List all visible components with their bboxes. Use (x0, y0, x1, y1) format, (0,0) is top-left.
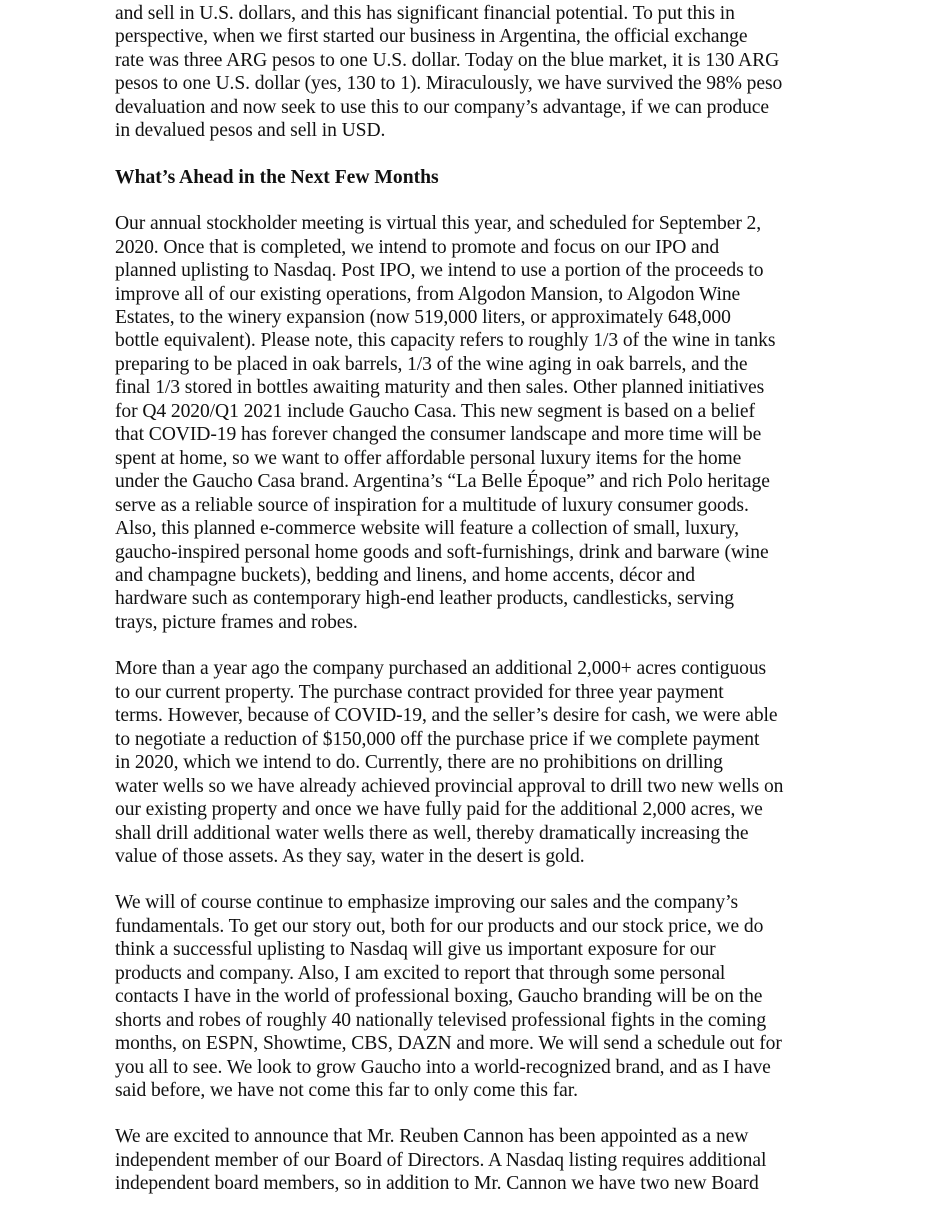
text-line: for Q4 2020/Q1 2021 include Gaucho Casa. This new segment is based on a belief (115, 400, 755, 422)
paragraph-stockholder-meeting (115, 212, 835, 634)
text-line: under the Gaucho Casa brand. Argentina’s “La Belle Époque” and rich Polo heritage (115, 471, 770, 493)
text-line: perspective, when we first started our business in Argentina, the official exchange (115, 26, 748, 48)
text-line: water wells so we have already achieved provincial approval to drill two new wells on (115, 775, 784, 797)
text-line: and sell in U.S. dollars, and this has significant financial potential. To put this in (115, 3, 735, 24)
text-line: preparing to be placed in oak barrels, 1/3 of the wine aging in oak barrels, and the (115, 353, 748, 375)
text-line: shorts and robes of roughly 40 nationally televised professional fights in the coming (115, 1009, 767, 1031)
text-line: We will of course continue to emphasize improving our sales and the company’s (115, 892, 739, 914)
text-line: hardware such as contemporary high-end leather products, candlesticks, serving (115, 588, 734, 610)
text-line: independent member of our Board of Directors. A Nasdaq listing requires additional (115, 1149, 767, 1171)
text-line: and champagne buckets), bedding and linens, and home accents, décor and (115, 564, 695, 586)
text-line: you all to see. We look to grow Gaucho into a world-recognized brand, and as I have (115, 1056, 771, 1078)
text-line: that COVID-19 has forever changed the consumer landscape and more time will be (115, 424, 762, 446)
text-line: Also, this planned e-commerce website will feature a collection of small, luxury, (115, 518, 739, 540)
text-line: our existing property and once we have fully paid for the additional 2,000 acres, we (115, 799, 763, 821)
text-line: trays, picture frames and robes. (115, 611, 358, 633)
text-line: pesos to one U.S. dollar (yes, 130 to 1). Miraculously, we have survived the 98% peso (115, 73, 783, 95)
text-line: More than a year ago the company purchased an additional 2,000+ acres contiguous (115, 658, 767, 680)
text-line: independent board members, so in addition to Mr. Cannon we have two new Board (115, 1173, 759, 1195)
text-line: serve as a reliable source of inspiration for a multitude of luxury consumer goods. (115, 494, 749, 516)
text-line: 2020. Once that is completed, we intend to promote and focus on our IPO and (115, 236, 720, 258)
paragraph-peso-devaluation (115, 2, 835, 143)
text-line: months, on ESPN, Showtime, CBS, DAZN and more. We will send a schedule out for (115, 1033, 782, 1055)
paragraph-land-purchase (115, 657, 835, 868)
text-line: products and company. Also, I am excited to report that through some personal (115, 962, 726, 984)
text-line: spent at home, so we want to offer affordable personal luxury items for the home (115, 447, 742, 469)
text-line: in 2020, which we intend to do. Currently, there are no prohibitions on drilling (115, 752, 723, 774)
text-line: value of those assets. As they say, water in the desert is gold. (115, 845, 585, 867)
text-line: in devalued pesos and sell in USD. (115, 120, 386, 142)
text-line: to negotiate a reduction of $150,000 off the purchase price if we complete payment (115, 728, 760, 750)
text-line: fundamentals. To get our story out, both for our products and our stock price, we do (115, 915, 764, 937)
text-line: think a successful uplisting to Nasdaq will give us important exposure for our (115, 939, 716, 961)
text-line: shall drill additional water wells there as well, thereby dramatically increasing the (115, 822, 749, 844)
text-line: Our annual stockholder meeting is virtual this year, and scheduled for September 2, (115, 213, 762, 235)
text-line: improve all of our existing operations, from Algodon Mansion, to Algodon Wine (115, 283, 741, 305)
text-line: contacts I have in the world of professional boxing, Gaucho branding will be on the (115, 986, 763, 1008)
text-line: to our current property. The purchase contract provided for three year payment (115, 681, 724, 703)
text-line: Estates, to the winery expansion (now 519,000 liters, or approximately 648,000 (115, 306, 731, 328)
text-line: bottle equivalent). Please note, this capacity refers to roughly 1/3 of the wine in tanks (115, 330, 776, 352)
text-line: planned uplisting to Nasdaq. Post IPO, we intend to use a portion of the proceeds to (115, 260, 764, 282)
paragraph-board-appointment (115, 1125, 835, 1195)
text-line: final 1/3 stored in bottles awaiting maturity and then sales. Other planned initiatives (115, 377, 765, 399)
section-heading: What’s Ahead in the Next Few Months (115, 166, 439, 188)
text-line: We are excited to announce that Mr. Reuben Cannon has been appointed as a new (115, 1126, 749, 1148)
document-page (115, 2, 835, 1219)
text-line: said before, we have not come this far to only come this far. (115, 1080, 578, 1102)
text-line: gaucho-inspired personal home goods and soft-furnishings, drink and barware (wine (115, 541, 769, 563)
text-line: devaluation and now seek to use this to our company’s advantage, if we can produce (115, 96, 769, 118)
text-line: terms. However, because of COVID-19, and the seller’s desire for cash, we were able (115, 705, 778, 727)
paragraph-sales-and-branding (115, 891, 835, 1102)
text-line: rate was three ARG pesos to one U.S. dollar. Today on the blue market, it is 130 ARG (115, 49, 780, 71)
